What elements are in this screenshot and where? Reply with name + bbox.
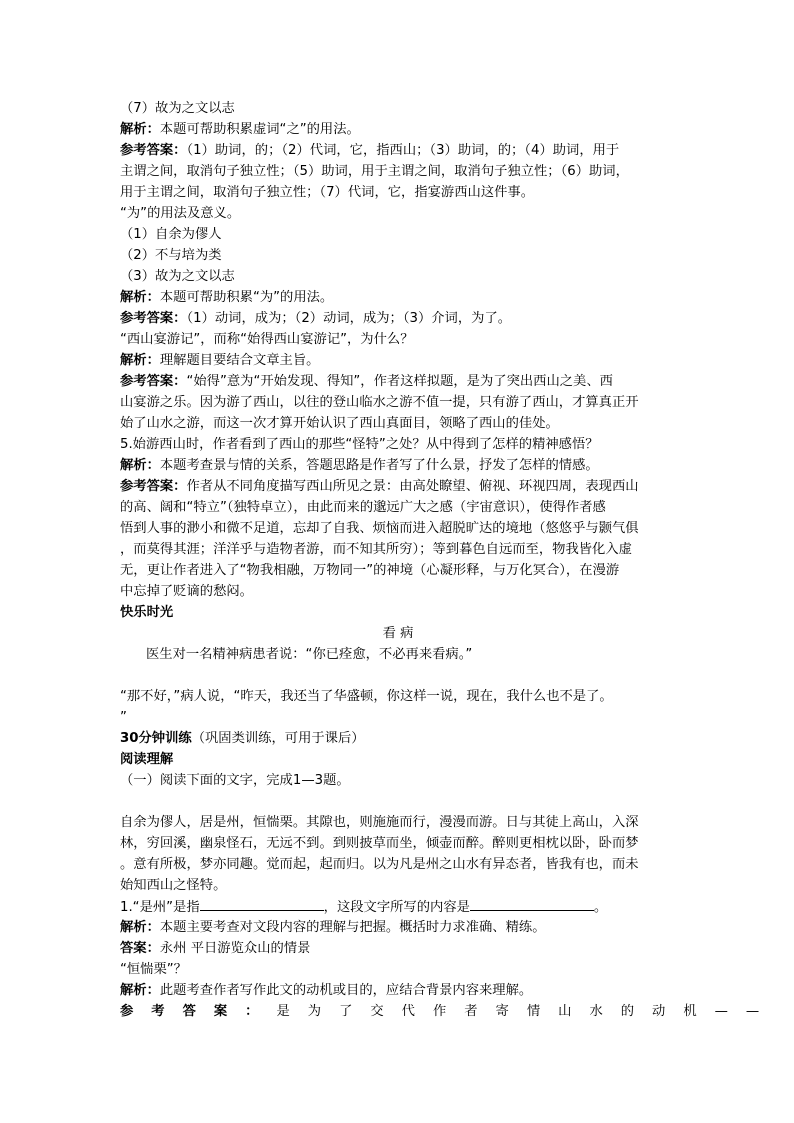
- text-line: （2）不与培为类: [120, 248, 222, 263]
- analysis-label: 解析：: [120, 920, 160, 935]
- text-line: 始了山水之游，而这一次才算开始认识了西山真面目，领略了西山的佳处。: [120, 416, 559, 431]
- section-title: 30分钟训练: [120, 731, 192, 746]
- section-heading-30min: [120, 728, 676, 749]
- analysis-text: 本题考查景与情的关系，答题思路是作者写了什么景，抒发了怎样的情感。: [159, 458, 599, 473]
- text-line: 悟到人事的渺小和微不足道，忘却了自我、烦恼而进入超脱旷达的境地（悠悠乎与颢气俱: [120, 521, 639, 536]
- question-line: “恒惴栗”？: [120, 962, 187, 977]
- answer-text: （1）助词，的；（2）代词，它，指西山；（3）助词，的；（4）助词，用于: [186, 143, 620, 158]
- answer-label: 参考答案：: [120, 311, 187, 326]
- passage-line: 始知西山之怪特。: [120, 878, 227, 893]
- text-line: 山宴游之乐。因为游了西山，以往的登山临水之游不值一提，只有游了西山，才算真正开: [120, 395, 639, 410]
- analysis-line: [120, 287, 676, 308]
- answer-text: “始得”意为“开始发现、得知”，作者这样拟题，是为了突出西山之美、西: [186, 374, 613, 389]
- analysis-text: 本题可帮助积累“为”的用法。: [159, 290, 334, 305]
- story-line: “那不好，”病人说，“昨天，我还当了华盛顿，你这样一说，现在，我什么也不是了。: [120, 689, 613, 704]
- analysis-label: 解析：: [120, 122, 160, 137]
- instruction-line: （一）阅读下面的文字，完成1—3题。: [120, 773, 350, 788]
- story-line: 医生对一名精神病患者说：“你已痊愈，不必再来看病。”: [146, 647, 473, 662]
- answer-label: 参考答案：: [120, 143, 187, 158]
- answer-label: 参考答案：: [120, 1004, 277, 1019]
- story-title: 看 病: [382, 626, 414, 641]
- analysis-label: 解析：: [120, 983, 160, 998]
- text-line: ，而莫得其涯；洋洋乎与造物者游，而不知其所穷）；等到暮色自远而至，物我皆化入虚: [120, 542, 632, 557]
- answer-text: 是为了交代作者寄情山水的动机——: [276, 1004, 778, 1019]
- text-line: （7）故为之文以志: [120, 101, 235, 116]
- answer-line: [120, 938, 676, 959]
- answer-text: 永州 平日游览众山的情景: [159, 941, 311, 956]
- analysis-text: 理解题目要结合文章主旨。: [159, 353, 320, 368]
- analysis-line: [120, 119, 676, 140]
- answer-label: 答案：: [120, 941, 160, 956]
- text-line: 中忘掉了贬谪的愁闷。: [120, 584, 253, 599]
- text-line: （3）故为之文以志: [120, 269, 235, 284]
- section-heading-happy-time: 快乐时光: [120, 605, 174, 620]
- question-line: 5.始游西山时，作者看到了西山的那些“怪特”之处？从中得到了怎样的精神感悟？: [120, 437, 599, 452]
- section-heading-reading: 阅读理解: [120, 752, 174, 767]
- analysis-line: [120, 350, 676, 371]
- analysis-label: 解析：: [120, 458, 160, 473]
- document-page: [120, 98, 778, 1022]
- answer-line: [120, 1001, 778, 1022]
- text-line: 的高、阔和“特立”（独特卓立），由此而来的邈远广大之感（宇宙意识），使得作者感: [120, 500, 606, 515]
- spacer: [120, 665, 676, 686]
- question-text: 1.“是州”是指: [120, 900, 200, 915]
- answer-text: 作者从不同角度描写西山所见之景：由高处瞭望、俯视、环视四周，表现西山: [186, 479, 639, 494]
- answer-line: [120, 371, 676, 392]
- analysis-text: 本题主要考查对文段内容的理解与把握。概括时力求准确、精练。: [159, 920, 546, 935]
- story-line: ”: [120, 710, 127, 725]
- section-subtitle: （巩固类训练，可用于课后）: [191, 731, 365, 746]
- text-line: 用于主谓之间，取消句子独立性；（7）代词，它，指宴游西山这件事。: [120, 185, 535, 200]
- answer-line: [120, 308, 676, 329]
- question-line: “西山宴游记”，而称“始得西山宴游记”，为什么？: [120, 332, 414, 347]
- analysis-text: 此题考查作者写作此文的动机或目的，应结合背景内容来理解。: [159, 983, 533, 998]
- question-line: “为”的用法及意义。: [120, 206, 241, 221]
- answer-line: [120, 476, 676, 497]
- passage-line: 自余为僇人，居是州，恒惴栗。其隙也，则施施而行，漫漫而游。日与其徒上高山，入深: [120, 815, 639, 830]
- analysis-line: [120, 917, 676, 938]
- answer-blank: [200, 896, 324, 911]
- answer-label: 参考答案：: [120, 479, 187, 494]
- passage-line: 林，穷回溪，幽泉怪石，无远不到。到则披草而坐，倾壶而醉。醉则更相枕以卧，卧而梦: [120, 836, 639, 851]
- question-line: [120, 896, 676, 917]
- passage-line: 。意有所极，梦亦同趣。觉而起，起而归。以为凡是州之山水有异态者，皆我有也，而未: [120, 857, 639, 872]
- answer-text: （1）动词，成为；（2）动词，成为；（3）介词，为了。: [186, 311, 512, 326]
- question-text: ，这段文字所写的内容是: [323, 900, 470, 915]
- analysis-label: 解析：: [120, 353, 160, 368]
- question-text: 。: [593, 900, 608, 915]
- answer-blank: [470, 896, 594, 911]
- analysis-text: 本题可帮助积累虚词“之”的用法。: [159, 122, 360, 137]
- text-line: 无，更让作者进入了“物我相融，万物同一”的神境（心凝形释，与万化冥合），在漫游: [120, 563, 620, 578]
- analysis-line: [120, 980, 676, 1001]
- analysis-line: [120, 455, 676, 476]
- analysis-label: 解析：: [120, 290, 160, 305]
- text-line: 主谓之间，取消句子独立性；（5）助词，用于主谓之间，取消句子独立性；（6）助词，: [120, 164, 629, 179]
- answer-label: 参考答案：: [120, 374, 187, 389]
- text-line: （1）自余为僇人: [120, 227, 222, 242]
- spacer: [120, 791, 676, 812]
- answer-line: [120, 140, 676, 161]
